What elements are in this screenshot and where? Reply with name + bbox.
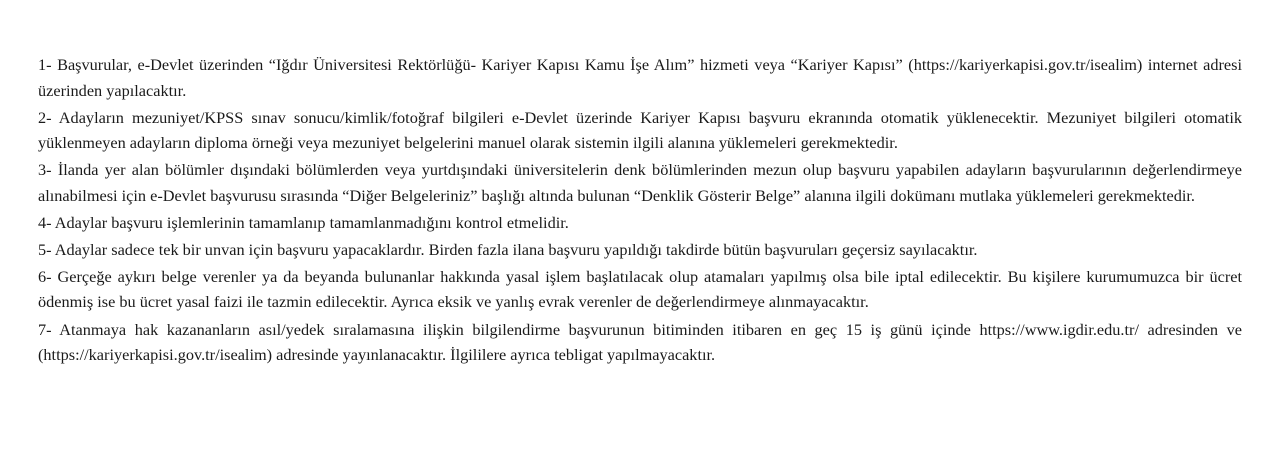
list-item-1: 1- Başvurular, e-Devlet üzerinden “Iğdır Üniversitesi Rektörlüğü- Kariyer Kapısı Kamu İşe Alım” hizmeti veya “Kariyer Kapısı” (https://kariyerkapisi.gov.tr/isealim) internet adresi üzerinden yapılacaktır. (38, 55, 1242, 100)
list-item-7: 7- Atanmaya hak kazananların asıl/yedek sıralamasına ilişkin bilgilendirme başvurunun bitiminden itibaren en geç 15 iş günü içinde https://www.igdir.edu.tr/ adresinden ve (https://kariyerkapisi.gov.tr/isealim) adresinde yayınlanacaktır. İlgililere ayrıca tebligat yapılmayacaktır. (38, 319, 1242, 365)
list-item-4: 4- Adaylar başvuru işlemlerinin tamamlanıp tamamlanmadığını kontrol etmelidir. (38, 212, 569, 232)
list-item-3: 3- İlanda yer alan bölümler dışındaki bölümlerden veya yurtdışındaki üniversitelerin denk bölümlerinden mezun olup başvuru yapabilen adayların başvurularının değerlendirmeye alınabilmesi için e-Devlet başvurusu sırasında “Diğer Belgeleriniz” başlığı altında bulunan “Denklik Gösterir Belge” alanına ilgili dokümanı mutlaka yüklemeleri gerekmektedir. (38, 160, 1242, 205)
announcement-document (38, 52, 1242, 369)
list-item-6: 6- Gerçeğe aykırı belge verenler ya da beyanda bulunanlar hakkında yasal işlem başlatılacak olup atamaları yapılmış olsa bile iptal edilecektir. Bu kişilere kurumumuzca bir ücret ödenmiş ise bu ücret yasal faizi ile tazmin edilecektir. Ayrıca eksik ve yanlış evrak verenler de değerlendirmeye alınmayacaktır. (38, 266, 1242, 312)
list-item-2: 2- Adayların mezuniyet/KPSS sınav sonucu/kimlik/fotoğraf bilgileri e-Devlet üzerinde Kariyer Kapısı başvuru ekranında otomatik yüklenecektir. Mezuniyet bilgileri otomatik yüklenmeyen adayların diploma örneği veya mezuniyet belgelerini manuel olarak sistemin ilgili alanına yüklemeleri gerekmektedir. (38, 107, 1242, 153)
list-item-5: 5- Adaylar sadece tek bir unvan için başvuru yapacaklardır. Birden fazla ilana başvuru yapıldığı takdirde bütün başvuruları geçersiz sayılacaktır. (38, 239, 978, 259)
